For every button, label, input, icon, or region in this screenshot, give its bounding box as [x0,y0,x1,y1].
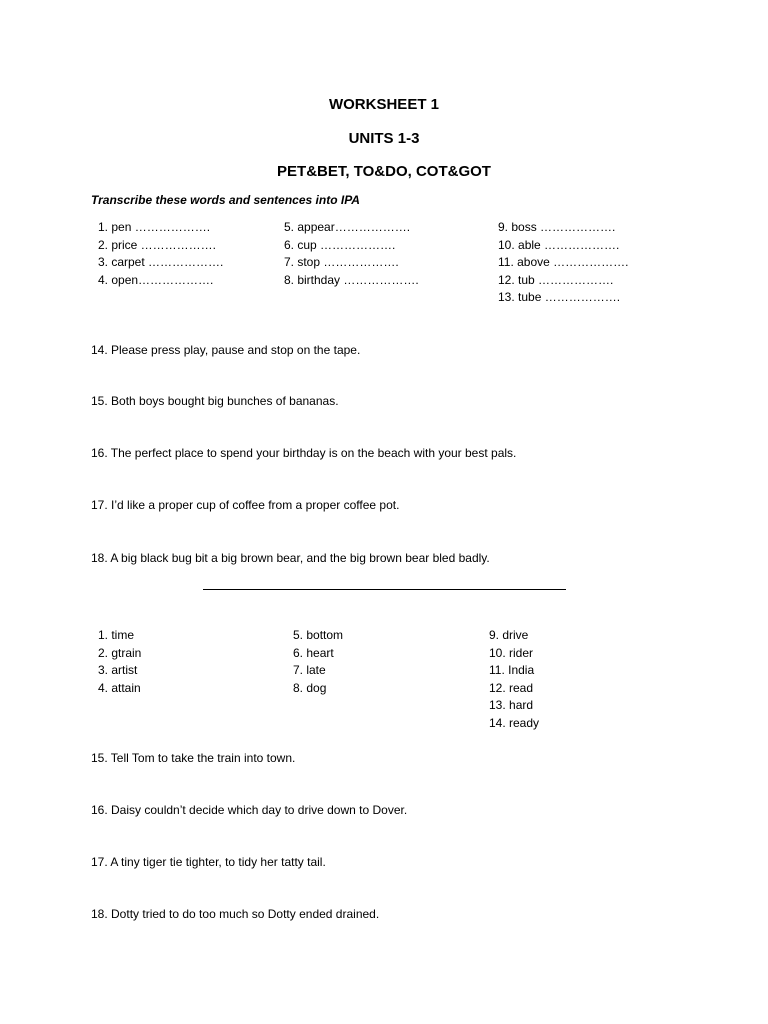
word-item: 3. carpet ………………. [98,255,224,269]
word-item: 6. heart [293,645,334,660]
word-item: 7. late [293,663,326,677]
instruction-text: Transcribe these words and sentences into IPA [91,193,360,207]
word-item: 2. gtrain [98,645,142,660]
word-item: 2. price ………………. [98,237,217,252]
sentence-item: 16. Daisy couldn’t decide which day to drive down to Dover. [91,803,408,817]
word-list-column-2 [284,219,419,289]
word-item: 12. tub ………………. [498,272,614,287]
section-divider [203,589,566,590]
word-item: 1. time [98,628,135,642]
topics-heading: PET&BET, TO&DO, COT&GOT [277,163,491,180]
word-item: 14. ready [489,715,540,730]
word-item: 9. drive [489,628,529,642]
sentence-item: 16. The perfect place to spend your birthday is on the beach with your best pals. [91,446,517,460]
word-item: 10. able ………………. [498,237,620,252]
word-item: 4. attain [98,680,141,695]
word-item: 12. read [489,680,534,695]
word-list-column-2 [293,627,343,697]
word-list-column-1 [98,219,223,289]
word-list-column-3 [489,627,539,732]
word-item: 5. bottom [293,628,344,642]
word-item: 13. tube ………………. [498,290,621,304]
word-list-column-3 [498,219,629,307]
word-item: 13. hard [489,698,534,712]
word-item: 3. artist [98,663,138,677]
word-item: 1. pen ………………. [98,220,211,234]
word-item: 10. rider [489,645,534,660]
sentence-item: 18. A big black bug bit a big brown bear, and the big brown bear bled badly. [91,551,490,565]
word-item: 6. cup ………………. [284,237,396,252]
word-item: 5. appear………………. [284,220,411,234]
sentence-item: 17. I’d like a proper cup of coffee from a proper coffee pot. [91,498,400,512]
sentence-item: 18. Dotty tried to do too much so Dotty ended drained. [91,907,380,921]
word-item: 8. birthday ………………. [284,272,419,287]
sentence-item: 14. Please press play, pause and stop on the tape. [91,343,361,357]
word-item: 9. boss ………………. [498,220,616,234]
word-list-column-1 [98,627,141,697]
word-item: 4. open………………. [98,272,214,287]
word-item: 8. dog [293,680,327,695]
sentence-item: 15. Tell Tom to take the train into town. [91,751,296,765]
worksheet-title: WORKSHEET 1 [328,96,439,113]
sentence-item: 17. A tiny tiger tie tighter, to tidy her tatty tail. [91,855,326,869]
sentence-item: 15. Both boys bought big bunches of bananas. [91,394,339,408]
word-item: 11. above ………………. [498,255,629,269]
units-heading: UNITS 1-3 [348,130,420,147]
word-item: 7. stop ………………. [284,255,399,269]
word-item: 11. India [489,663,535,677]
